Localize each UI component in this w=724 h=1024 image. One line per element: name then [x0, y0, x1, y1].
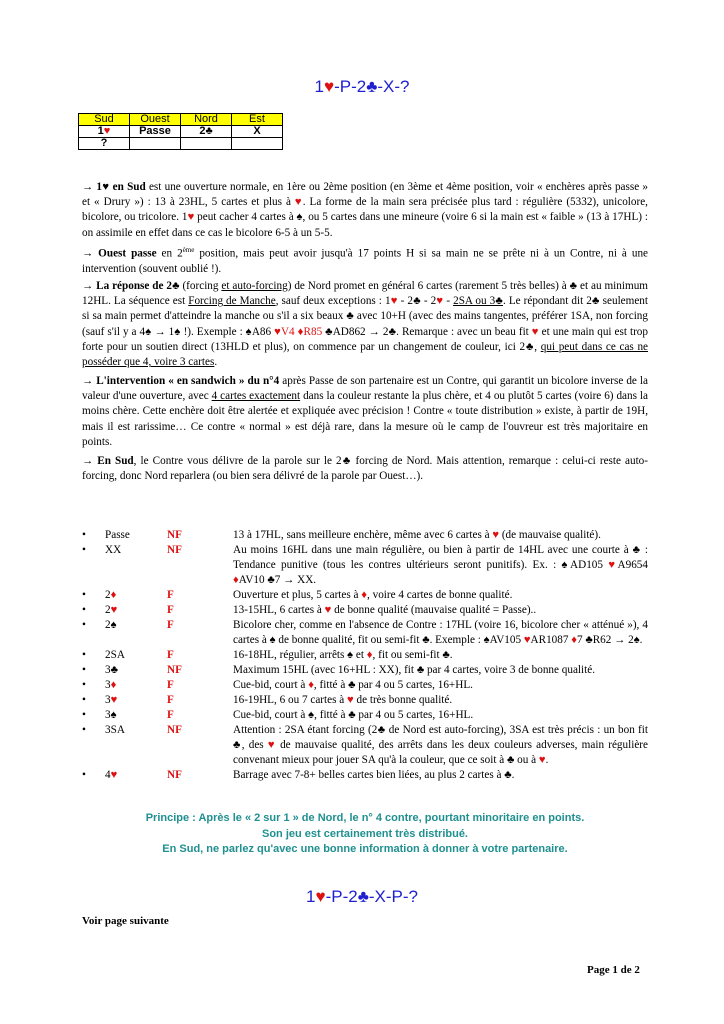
page-number: Page 1 de 2: [587, 964, 640, 976]
response-code: NF: [167, 724, 182, 736]
bullet: •: [82, 769, 86, 781]
response-row: [82, 648, 648, 663]
see-next-page: Voir page suivante: [82, 915, 169, 927]
principle-line: Principe : Après le « 2 sur 1 » de Nord, le n° 4 contre, pourtant minoritaire en points.: [145, 812, 585, 824]
response-code: F: [167, 679, 174, 691]
response-code: F: [167, 619, 174, 631]
response-code: F: [167, 709, 174, 721]
response-row: [82, 603, 648, 618]
bid-empty: [130, 138, 181, 150]
page-title: 1♥-P-2♣-X-?: [314, 77, 410, 96]
bullet: •: [82, 679, 86, 691]
response-bid: 3SA: [105, 724, 125, 736]
response-bid: 2SA: [105, 649, 125, 661]
response-bid: 4♥: [105, 769, 118, 781]
response-row: [82, 618, 648, 648]
paragraph-sud-opening: → 1♥ en Sud est une ouverture normale, en 1ère ou 2ème position (en 3ème et 4ème position, voir « enchères après passe » et « Drury ») : 13 à 23HL, 5 cartes et plus à ♥. La forme de la main sera précisée plus tard : régulière (5332), unicolore, bicolore, ou tricolore. 1♥ peut cacher 4 cartes à ♠, ou 5 cartes dans une mineure (voire 6 si la main est « faible » (13 à 17HL) : on assimile en effet dans ce cas le bicolore 6-5 à un 5-5.: [82, 181, 648, 239]
bullet: •: [82, 664, 86, 676]
response-code: F: [167, 649, 174, 661]
principle-box: [82, 811, 648, 858]
response-description: Bicolore cher, comme en l'absence de Contre : 17HL (voire 16, bicolore cher « atténué »), 4 cartes à ♠ de bonne qualité, fit ou semi-fit ♣. Exemple : ♠AV105 ♥AR1087 ♦7 ♣R62 → 2♠.: [233, 619, 648, 646]
col-sud: Sud: [79, 114, 130, 126]
principle-line: Son jeu est certainement très distribué.: [261, 827, 468, 840]
response-bid: 3♠: [105, 709, 117, 721]
response-code: F: [167, 694, 174, 706]
response-row: [82, 528, 648, 543]
bullet: •: [82, 529, 86, 541]
response-row: [82, 663, 648, 678]
response-bid: 2♠: [105, 619, 117, 631]
response-row: [82, 768, 648, 783]
response-description: 16-18HL, régulier, arrêts ♠ et ♦, fit ou semi-fit ♣.: [233, 649, 453, 661]
principle-line: En Sud, ne parlez qu'avec une bonne information à donner à votre partenaire.: [162, 843, 568, 855]
bid-empty: [232, 138, 283, 150]
response-description: Maximum 15HL (avec 16+HL : XX), fit ♣ par 4 cartes, voire 3 de bonne qualité.: [233, 664, 596, 676]
response-bid: 3♣: [105, 664, 118, 676]
response-bid: 3♥: [105, 694, 118, 706]
paragraph-ouest-passe: → Ouest passe en 2ème position, mais peut avoir jusqu'à 17 points H si sa main ne se prête ni à un Contre, ni à une intervention (souvent oublié !).: [82, 246, 649, 275]
bullet: •: [82, 589, 86, 601]
bullet: •: [82, 544, 86, 556]
bullet: •: [82, 619, 86, 631]
col-ouest: Ouest: [130, 114, 181, 126]
response-description: Cue-bid, court à ♦, fitté à ♣ par 4 ou 5 cartes, 16+HL.: [233, 679, 473, 691]
responses-list: [82, 528, 648, 783]
response-description: Ouverture et plus, 5 cartes à ♦, voire 4 cartes de bonne qualité.: [233, 589, 513, 601]
response-description: 13 à 17HL, sans meilleure enchère, même avec 6 cartes à ♥ (de mauvaise qualité).: [233, 529, 601, 541]
response-description: 13-15HL, 6 cartes à ♥ de bonne qualité (mauvaise qualité = Passe)..: [233, 604, 537, 616]
response-code: F: [167, 589, 174, 601]
bullet: •: [82, 724, 86, 736]
bidding-table: [78, 113, 283, 150]
response-row: [82, 723, 648, 768]
paragraph-en-sud: → En Sud, le Contre vous délivre de la parole sur le 2♣ forcing de Nord. Mais attention, remarque : celui-ci reste auto-forcing, donc Nord reparlera (ou bien sera délivré de la parole par Ouest…).: [82, 455, 648, 483]
response-row: [82, 588, 648, 603]
col-nord: Nord: [181, 114, 232, 126]
response-bid: 2♦: [105, 589, 117, 601]
paragraph-reponse-nord: → La réponse de 2♣ (forcing et auto-forcing) de Nord promet en général 6 cartes (rarement 5 très belles) à ♣ et au minimum 12HL. La séquence est Forcing de Manche, sauf deux exceptions : 1♥ - 2♣ - 2♥ - 2SA ou 3♣. Le répondant dit 2♣ seulement si sa main permet d'atteindre la manche ou s'il a six beaux ♣ avec 10+H (avec des mains tangentes, préférer 1SA, non forcing (sauf s'il y a 4♠ → 1♠ !). Exemple : ♠A86 ♥V4 ♦R85 ♣AD862 → 2♣. Remarque : avec un beau fit ♥ et une main qui est trop forte pour un soutien direct (13HLD et plus), on commence par un changement de couleur, ici 2♣, qui peut dans ce cas ne posséder que 4, voire 3 cartes.: [82, 280, 649, 369]
bid-nord: 2♣: [181, 126, 232, 138]
bullet: •: [82, 709, 86, 721]
response-code: NF: [167, 544, 182, 556]
response-description: Cue-bid, court à ♠, fitté à ♣ par 4 ou 5 cartes, 16+HL.: [233, 709, 474, 721]
col-est: Est: [232, 114, 283, 126]
response-bid: 3♦: [105, 679, 117, 691]
bid-empty: [181, 138, 232, 150]
response-description: Au moins 16HL dans une main régulière, ou bien à partir de 14HL avec une courte à ♣ : Tendance punitive (tous les contres ultérieurs seront punitifs). Ex. : ♠AD105 ♥A9654 ♦AV10 ♣7 → XX.: [233, 544, 648, 586]
response-code: NF: [167, 664, 182, 676]
response-row: [82, 708, 648, 723]
response-row: [82, 693, 648, 708]
response-description: 16-19HL, 6 ou 7 cartes à ♥ de très bonne qualité.: [233, 694, 453, 706]
paragraph-intervention-sandwich: → L'intervention « en sandwich » du n°4 après Passe de son partenaire est un Contre, qui garantit un bicolore inverse de la valeur d'une ouverture, avec 4 cartes exactement dans la couleur restante la plus chère, et 4 ou plutôt 5 cartes (voire 6) dans la moins chère. Cette enchère doit être alertée et expliquée avec précision ! Contre « toute distribution » existe, à partir de 19H, mais il est rarissime… Ce contre « normal » est déjà rare, dans la mesure où le camp de l'ouvreur est très majoritaire en points.: [82, 375, 648, 448]
bid-sud-2: ?: [79, 138, 130, 150]
response-code: NF: [167, 529, 182, 541]
bullet: •: [82, 694, 86, 706]
bid-ouest: Passe: [130, 126, 181, 138]
bullet: •: [82, 649, 86, 661]
response-code: NF: [167, 769, 182, 781]
bid-sud: 1♥: [79, 126, 130, 138]
response-code: F: [167, 604, 174, 616]
response-row: [82, 678, 648, 693]
bid-est: X: [232, 126, 283, 138]
response-description: Attention : 2SA étant forcing (2♣ de Nord est auto-forcing), 3SA est très précis : un bon fit ♣, des ♥ de mauvaise qualité, des arrêts dans les deux couleurs adverses, main régulière convenant mieux pour jouer SA qu'à la couleur, que ce soit à ♣ ou à ♥.: [233, 724, 648, 766]
response-bid: Passe: [105, 529, 130, 541]
response-description: Barrage avec 7-8+ belles cartes bien liées, au plus 2 cartes à ♣.: [233, 769, 515, 781]
response-bid: XX: [105, 544, 122, 556]
response-bid: 2♥: [105, 604, 118, 616]
bullet: •: [82, 604, 86, 616]
response-row: [82, 543, 648, 588]
next-sequence-title: 1♥-P-2♣-X-P-?: [306, 887, 418, 906]
